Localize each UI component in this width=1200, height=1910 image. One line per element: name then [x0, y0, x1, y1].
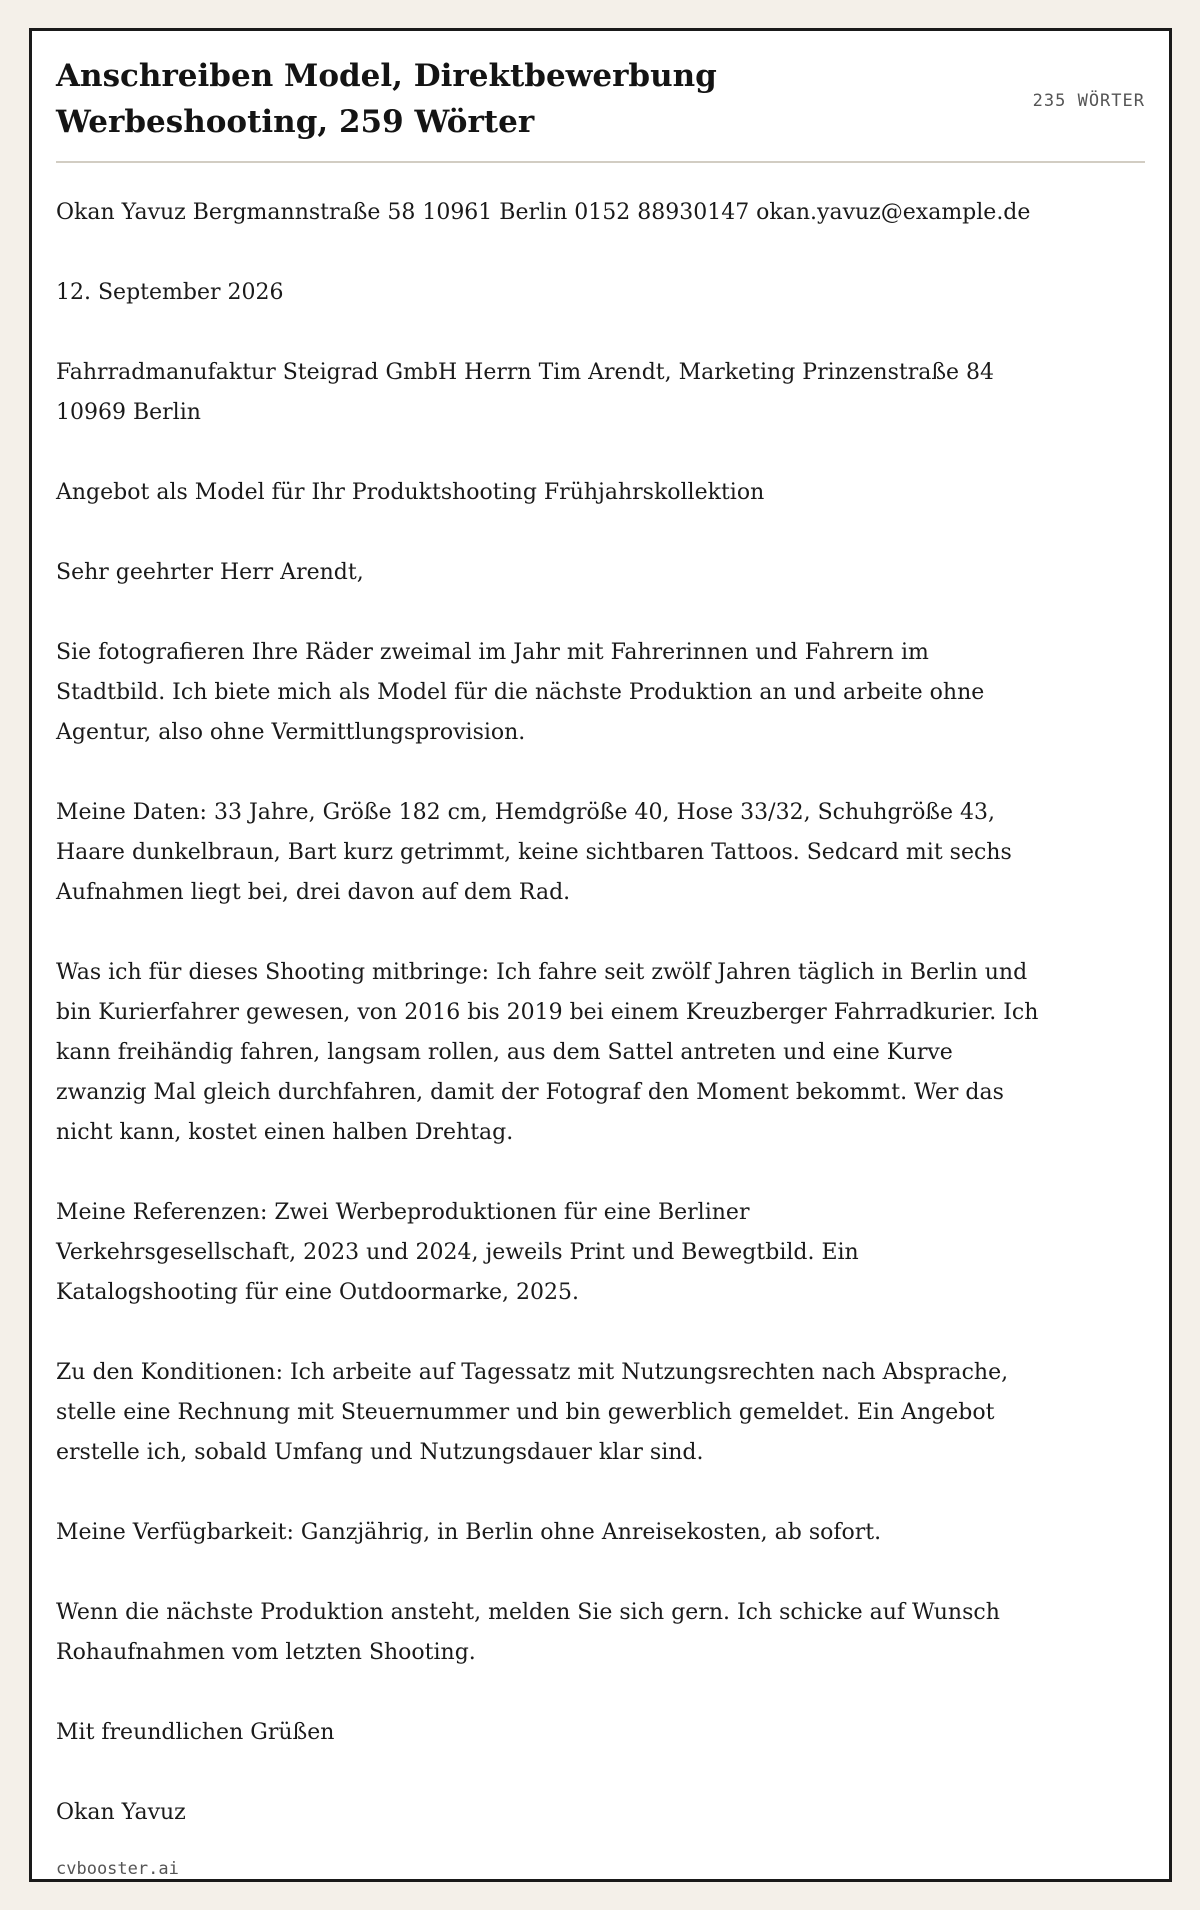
header-divider: [56, 161, 1145, 163]
letter-salutation: Sehr geehrter Herr Arendt,: [56, 560, 364, 585]
letter-closing: Mit freundlichen Grüßen: [56, 1720, 335, 1745]
document-page: [29, 28, 1172, 1882]
word-count-label: 235 WÖRTER: [1032, 91, 1145, 111]
document-title: Anschreiben Model, Direktbewerbung Werbeshooting, 259 Wörter: [56, 58, 717, 140]
letter-subject: Angebot als Model für Ihr Produktshooting Frühjahrskollektion: [56, 480, 765, 505]
footer-brand: cvbooster.ai: [56, 1859, 179, 1879]
paragraph-personal-data: Meine Daten: 33 Jahre, Größe 182 cm, Hemdgröße 40, Hose 33/32, Schuhgröße 43, Haare dunkelbraun, Bart kurz getrimmt, keine sichtbaren Tattoos. Sedcard mit sechs Aufnahmen liegt bei, drei davon auf dem Rad.: [56, 800, 1012, 905]
recipient-address: Fahrradmanufaktur Steigrad GmbH Herrn Tim Arendt, Marketing Prinzenstraße 84 10969 Berlin: [56, 360, 995, 425]
paragraph-experience: Was ich für dieses Shooting mitbringe: Ich fahre seit zwölf Jahren täglich in Berlin und bin Kurierfahrer gewesen, von 2016 bis 2019 bei einem Kreuzberger Fahrradkurier. Ich kann freihändig fahren, langsam rollen, aus dem Sattel antreten und eine Kurve zwanzig Mal gleich durchfahren, damit der Fotograf den Moment bekommt. Wer das nicht kann, kostet einen halben Drehtag.: [56, 960, 1039, 1145]
paragraph-closing-note: Wenn die nächste Produktion ansteht, melden Sie sich gern. Ich schicke auf Wunsch Rohaufnahmen vom letzten Shooting.: [56, 1600, 1000, 1665]
paragraph-references: Meine Referenzen: Zwei Werbeproduktionen für eine Berliner Verkehrsgesellschaft, 2023 und 2024, jeweils Print und Bewegtbild. Ein Katalogshooting für eine Outdoormarke, 2025.: [56, 1200, 859, 1305]
letter-date: 12. September 2026: [56, 280, 284, 305]
paragraph-conditions: Zu den Konditionen: Ich arbeite auf Tagessatz mit Nutzungsrechten nach Absprache, stelle eine Rechnung mit Steuernummer und bin gewerblich gemeldet. Ein Angebot erstelle ich, sobald Umfang und Nutzungsdauer klar sind.: [56, 1360, 1009, 1465]
letter-signature: Okan Yavuz: [56, 1800, 186, 1825]
paragraph-intro: Sie fotografieren Ihre Räder zweimal im Jahr mit Fahrerinnen und Fahrern im Stadtbild. Ich biete mich als Model für die nächste Produktion an und arbeite ohne Agentur, also ohne Vermittlungsprovision.: [56, 640, 985, 745]
paragraph-availability: Meine Verfügbarkeit: Ganzjährig, in Berlin ohne Anreisekosten, ab sofort.: [56, 1520, 882, 1545]
sender-address: Okan Yavuz Bergmannstraße 58 10961 Berlin 0152 88930147 okan.yavuz@example.de: [56, 200, 1031, 225]
letter-body: [56, 193, 1096, 1833]
document-header: [56, 53, 1145, 163]
